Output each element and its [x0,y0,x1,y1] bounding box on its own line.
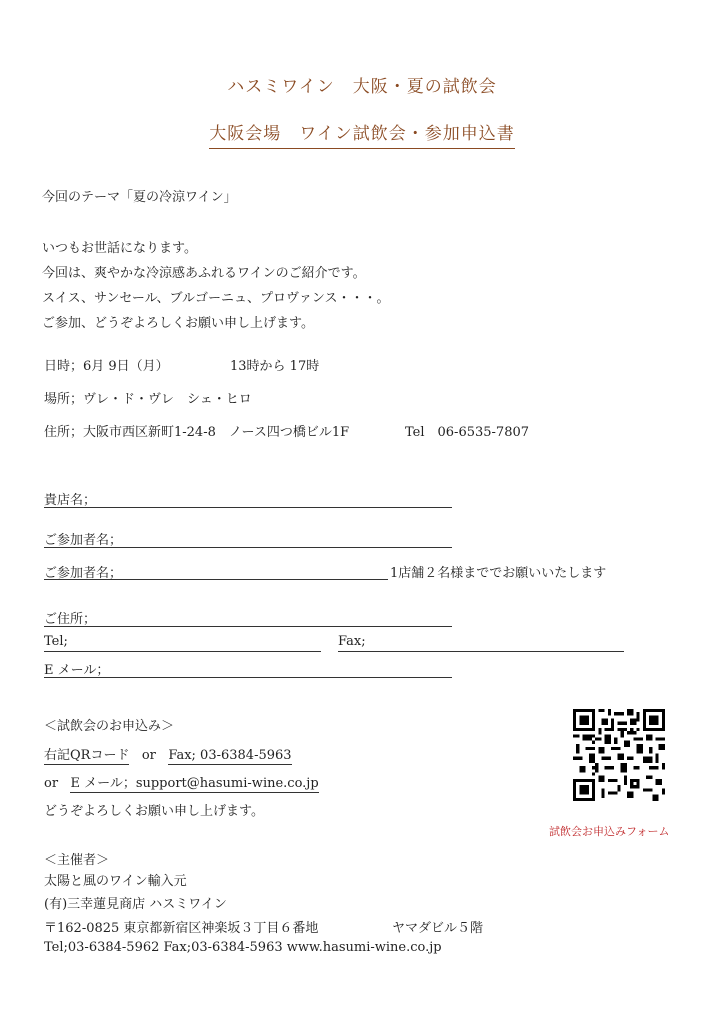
qr-code[interactable] [573,709,665,801]
subtitle-text: 大阪会場 ワイン試飲会・参加申込書 [209,124,515,149]
organizer-line-1: 太陽と風のワイン輸入元 [44,874,187,889]
participant1-field[interactable] [44,547,452,548]
apply-closing: どうぞよろしくお願い申し上げます。 [44,804,264,819]
organizer-contact: Tel;03-6384-5962 Fax;03-6384-5963 www.hasumi-wine.co.jp [44,940,442,955]
intro-line-4: ご参加、どうぞよろしくお願い申し上げます。 [42,316,314,331]
intro-line-1: いつもお世話になります。 [42,241,197,256]
email-field[interactable] [44,677,452,678]
event-tel: Tel 06-6535-7807 [405,425,530,440]
event-place: 場所；ヴレ・ド・ヴレ シェ・ヒロ [44,392,252,407]
apply-heading: ＜試飲会のお申込み＞ [44,719,175,734]
organizer-building: ヤマダビル５階 [392,921,484,936]
apply-qr-line [44,744,292,763]
qr-code-link[interactable]: 右記QRコード [44,748,130,763]
document-title: ハスミワイン 大阪・夏の試飲会 [227,77,497,97]
participant1-label: ご参加者名； [44,533,123,548]
apply-email-line [44,772,319,791]
intro-line-3: スイス、サンセール、ブルゴーニュ、プロヴァンス・・・。 [42,291,390,306]
shop-name-label: 貴店名； [44,493,97,508]
organizer-line-2: (有)三幸蓮見商店 ハスミワイン [44,897,227,912]
email-label: E メール； [44,663,110,678]
event-date: 日時；6月 9日（月） [44,359,169,374]
organizer-heading: ＜主催者＞ [44,853,110,868]
or-separator-2: or [44,776,59,791]
shop-name-field[interactable] [44,507,452,508]
tel-label: Tel; [44,634,68,649]
participant-limit-note: 1店舗２名様まででお願いいたします [390,566,607,581]
organizer-postal: 〒162-0825 東京都新宿区神楽坂３丁目６番地 [44,921,319,936]
event-address: 住所；大阪市西区新町1-24-8 ノース四つ橋ビル1F [44,425,350,440]
theme-line: 今回のテーマ「夏の冷涼ワイン」 [42,190,237,205]
tel-field[interactable] [44,651,321,652]
participant2-field[interactable] [44,579,388,580]
or-separator-1: or [141,748,156,763]
event-time: 13時から 17時 [230,359,320,374]
document-subtitle [0,119,724,144]
address-field[interactable] [44,626,452,627]
participant2-label: ご参加者名； [44,566,123,581]
fax-label: Fax; [338,634,366,649]
qr-caption: 試飲会お申込みフォーム [549,825,670,838]
address-label: ご住所； [44,612,97,627]
email-link[interactable]: E メール；support@hasumi-wine.co.jp [70,776,319,791]
intro-line-2: 今回は、爽やかな冷涼感あふれるワインのご紹介です。 [42,266,366,281]
fax-field[interactable] [338,651,624,652]
fax-number-link[interactable]: Fax; 03-6384-5963 [168,748,292,763]
